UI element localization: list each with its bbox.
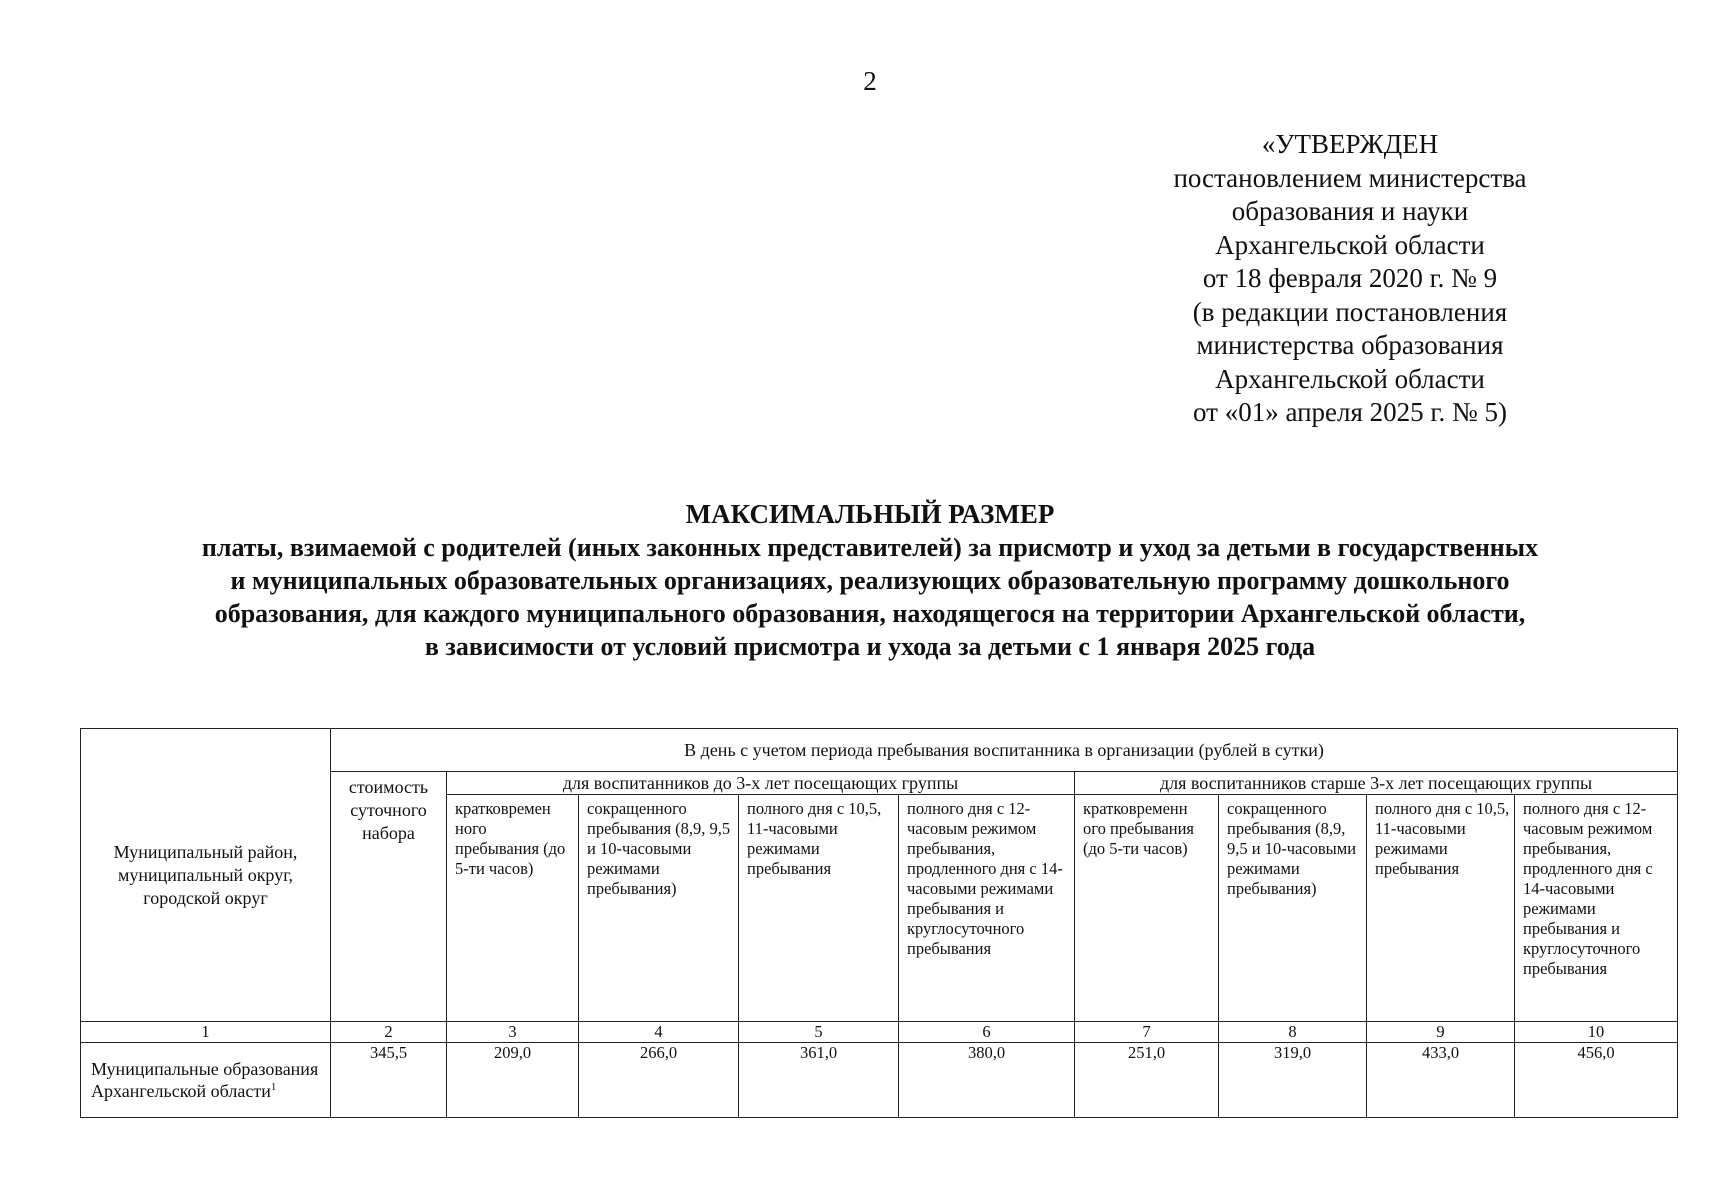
region-cell [81, 1043, 331, 1118]
daily-ration-cost: 345,5 [331, 1043, 447, 1118]
period-header: В день с учетом периода пребывания воспитанника в организации (рублей в сутки) [331, 729, 1678, 772]
approval-line: Архангельской области [1215, 229, 1485, 260]
column-number: 1 [81, 1022, 331, 1043]
column-number: 5 [739, 1022, 899, 1043]
fee-extended-stay-under3: 380,0 [899, 1043, 1075, 1118]
approval-line: от 18 февраля 2020 г. № 9 [1202, 263, 1498, 293]
group-over3-header: для воспитанников старше 3-х лет посещающих группы [1075, 772, 1678, 795]
approval-line: министерства образования [1196, 330, 1504, 360]
subheader-short-stay-over3: кратковременн ого пребывания (до 5-ти часов) [1075, 795, 1219, 1022]
document-title [90, 498, 1650, 663]
approval-line: постановлением министерства [1173, 162, 1527, 193]
fee-extended-stay-over3: 456,0 [1515, 1043, 1678, 1118]
region-header: Муниципальный район, муниципальный округ, городской округ [81, 729, 331, 1022]
column-number: 6 [899, 1022, 1075, 1043]
subheader-full-day-over3: полного дня с 10,5, 11-часовыми режимами пребывания [1367, 795, 1515, 1022]
approval-line: (в редакции постановления [1192, 296, 1508, 327]
page-number: 2 [863, 66, 877, 96]
column-number: 4 [579, 1022, 739, 1043]
title-line: платы, взимаемой с родителей (иных законных представителей) за присмотр и уход за детьми в государственных [201, 533, 1539, 562]
fee-short-stay-under3: 209,0 [447, 1043, 579, 1118]
title-line: в зависимости от условий присмотра и ухода за детьми с 1 января 2025 года [424, 632, 1316, 661]
fee-reduced-stay-under3: 266,0 [579, 1043, 739, 1118]
approval-stamp [1120, 128, 1580, 430]
title-line: образования, для каждого муниципального образования, находящегося на территории Архангельской области, [214, 599, 1526, 628]
approval-line: образования и науки [1231, 196, 1469, 226]
main-title: МАКСИМАЛЬНЫЙ РАЗМЕР [685, 499, 1055, 529]
subheader-reduced-stay-over3: сокращенного пребывания (8,9, 9,5 и 10-часовыми режимами пребывания) [1219, 795, 1367, 1022]
fee-reduced-stay-over3: 319,0 [1219, 1043, 1367, 1118]
subheader-extended-stay-over3: полного дня с 12-часовым режимом пребывания, продленного дня с 14-часовыми режимами пребывания и круглосуточного пребывания [1515, 795, 1678, 1022]
subheader-full-day-under3: полного дня с 10,5, 11-часовыми режимами пребывания [739, 795, 899, 1022]
fee-short-stay-over3: 251,0 [1075, 1043, 1219, 1118]
cost-header: стоимость суточного набора [331, 772, 447, 1022]
fee-full-day-over3: 433,0 [1367, 1043, 1515, 1118]
title-line: и муниципальных образовательных организациях, реализующих образовательную программу дошкольного [230, 566, 1510, 595]
subheader-reduced-stay-under3: сокращенного пребывания (8,9, 9,5 и 10-часовыми режимами пребывания) [579, 795, 739, 1022]
column-number: 2 [331, 1022, 447, 1043]
column-number: 10 [1515, 1022, 1678, 1043]
column-number: 7 [1075, 1022, 1219, 1043]
approval-line: от «01» апреля 2025 г. № 5) [1193, 397, 1507, 427]
column-number-row [81, 1022, 1678, 1043]
footnote-marker: 1 [270, 1081, 277, 1093]
column-number: 9 [1367, 1022, 1515, 1043]
group-under3-header: для воспитанников до 3-х лет посещающих группы [447, 772, 1075, 795]
column-number: 8 [1219, 1022, 1367, 1043]
subheader-short-stay-under3: кратковремен ного пребывания (до 5-ти часов) [447, 795, 579, 1022]
region-name: Муниципальные образования Архангельской области [91, 1059, 319, 1101]
subheader-extended-stay-under3: полного дня с 12-часовым режимом пребывания, продленного дня с 14-часовыми режимами пребывания и круглосуточного пребывания [899, 795, 1075, 1022]
table-row [81, 1043, 1678, 1118]
approval-line: Архангельской области [1215, 363, 1485, 394]
fees-table [80, 728, 1678, 1118]
fee-full-day-under3: 361,0 [739, 1043, 899, 1118]
approval-line: «УТВЕРЖДЕН [1261, 129, 1439, 159]
column-number: 3 [447, 1022, 579, 1043]
